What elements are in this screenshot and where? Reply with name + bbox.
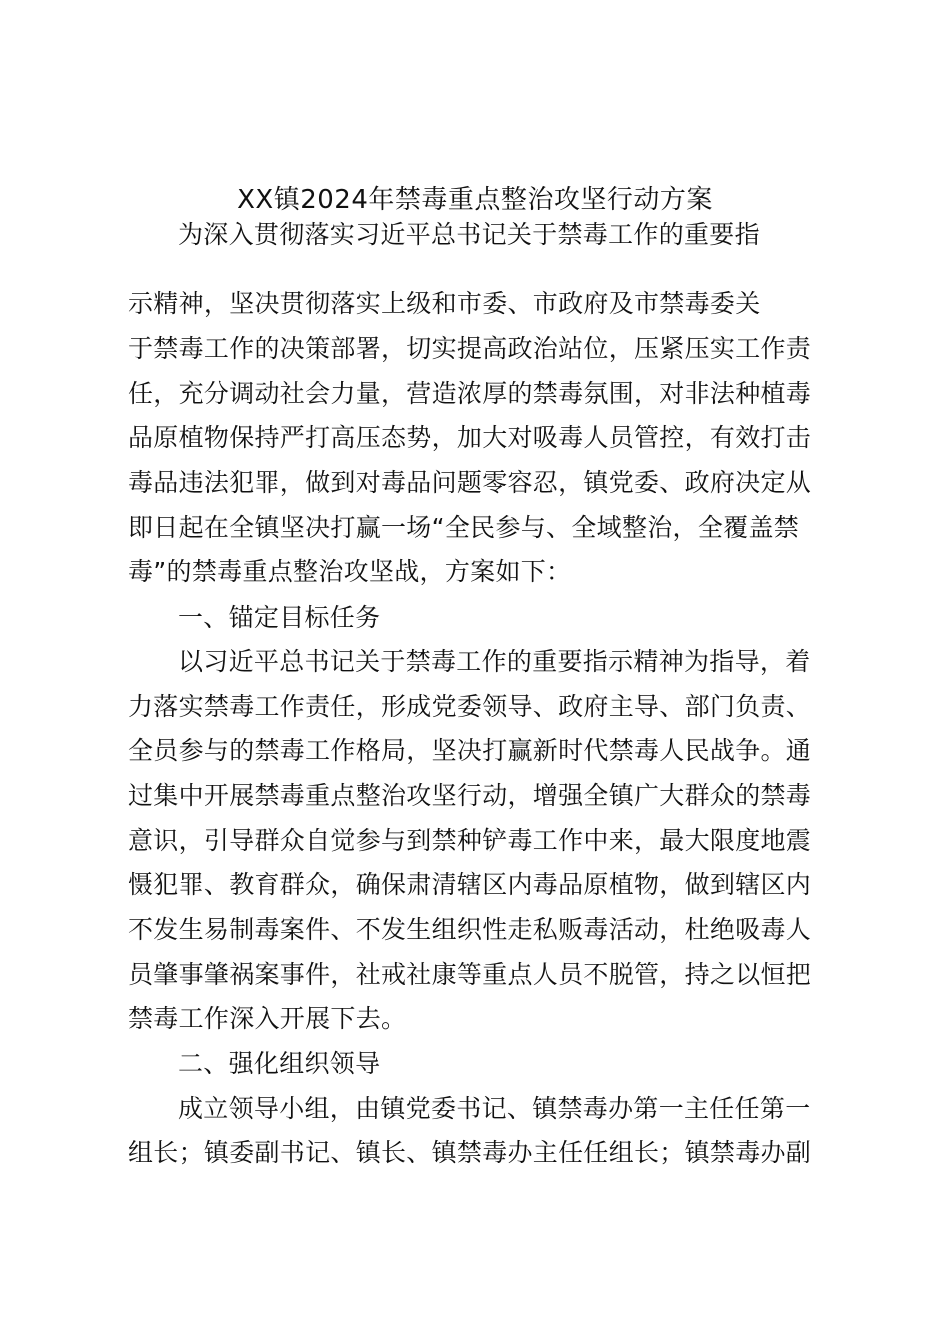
paragraph-line: 成立领导小组，由镇党委书记、镇禁毒办第一主任任第一 [178,1094,811,1123]
paragraph-line: 任，充分调动社会力量，营造浓厚的禁毒氛围，对非法种植毒 [128,379,812,408]
document-title: XX镇2024年禁毒重点整治攻坚行动方案 [237,185,713,215]
paragraph-line: 以习近平总书记关于禁毒工作的重要指示精神为指导，着 [178,647,811,676]
section-heading: 二、强化组织领导 [178,1049,381,1078]
paragraph-line: 为深入贯彻落实习近平总书记关于禁毒工作的重要指 [178,220,760,249]
paragraph-line: 全员参与的禁毒工作格局，坚决打赢新时代禁毒人民战争。通 [128,736,812,765]
paragraph-line: 过集中开展禁毒重点整治攻坚行动，增强全镇广大群众的禁毒 [128,781,812,810]
paragraph-line: 禁毒工作深入开展下去。 [128,1004,407,1033]
paragraph-line: 不发生易制毒案件、不发生组织性走私贩毒活动，杜绝吸毒人 [128,915,812,944]
paragraph-line: 品原植物保持严打高压态势，加大对吸毒人员管控，有效打击 [128,423,812,452]
paragraph-line: 毒品违法犯罪，做到对毒品问题零容忍，镇党委、政府决定从 [128,468,812,497]
paragraph-line: 于禁毒工作的决策部署，切实提高政治站位，压紧压实工作责 [128,334,812,363]
paragraph-line: 意识，引导群众自觉参与到禁种铲毒工作中来，最大限度地震 [128,826,812,855]
paragraph-line: 慑犯罪、教育群众，确保肃清辖区内毒品原植物，做到辖区内 [128,870,812,899]
paragraph-line: 组长；镇委副书记、镇长、镇禁毒办主任任组长；镇禁毒办副 [128,1138,812,1167]
section-heading: 一、锚定目标任务 [178,603,381,632]
paragraph-line: 示精神，坚决贯彻落实上级和市委、市政府及市禁毒委关 [128,289,761,318]
paragraph-line: 员肇事肇祸案事件，社戒社康等重点人员不脱管，持之以恒把 [128,960,812,989]
paragraph-line: 即日起在全镇坚决打赢一场“全民参与、全域整治，全覆盖禁 [128,513,800,542]
paragraph-line: 力落实禁毒工作责任，形成党委领导、政府主导、部门负责、 [128,692,812,721]
paragraph-line: 毒”的禁毒重点整治攻坚战，方案如下： [128,557,572,586]
